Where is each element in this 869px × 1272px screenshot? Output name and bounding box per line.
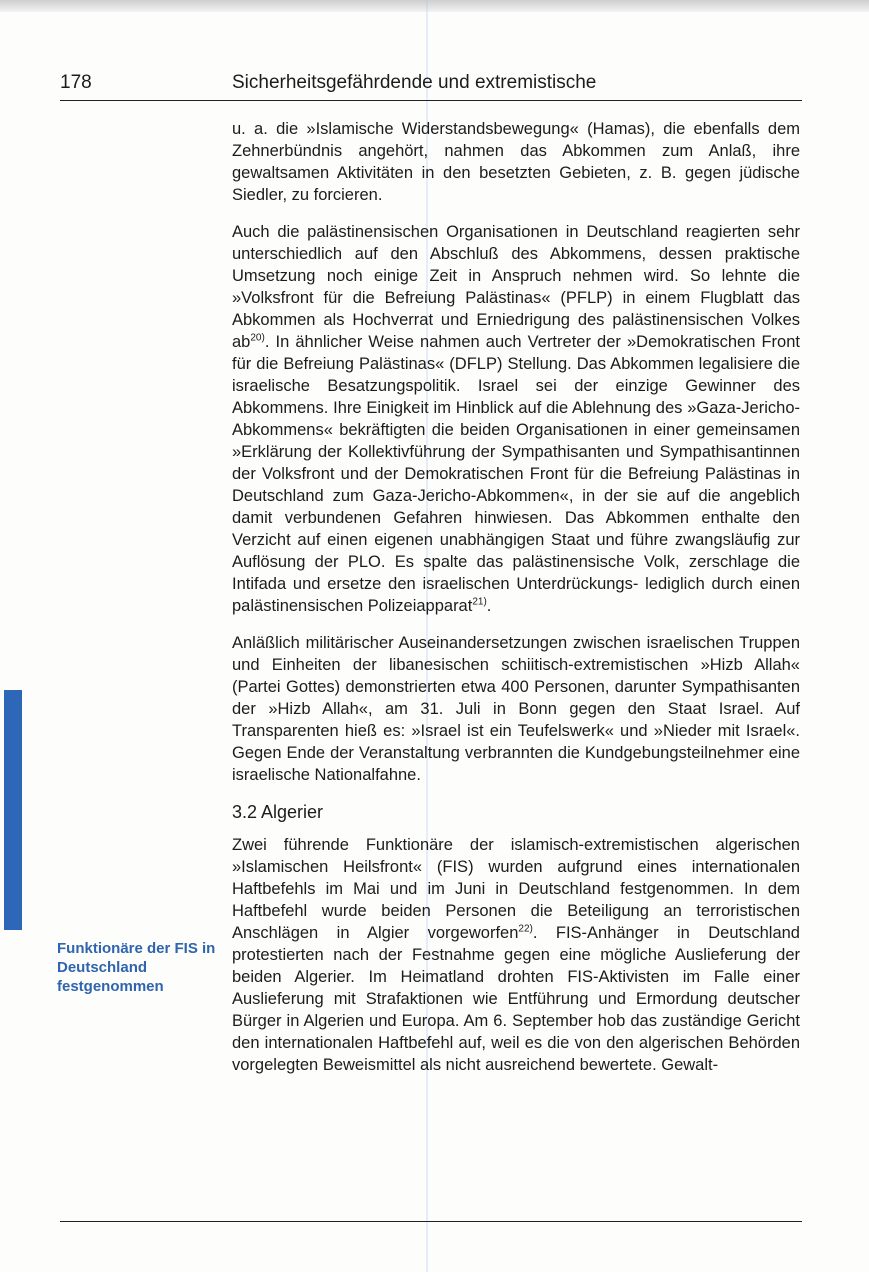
paragraph-4-text: Zwei führende Funktionäre der islamisch-extremistischen algerischen »Islamischen Heilsfront« (FIS) wurden aufgrund eines internationalen Haftbefehls im Mai und im Juni in Deutschland festgenommen. In dem Haftbefehl wurde beiden Personen die Beteiligung an terroristischen Anschlägen in Algier vorgeworfen xyxy=(232,836,800,942)
page-number: 178 xyxy=(60,72,92,93)
footnote-ref-22: 22) xyxy=(518,923,533,935)
paragraph-2-cont: . In ähnlicher Weise nahmen auch Vertreter der »Demokratischen Front für die Befreiung Palästinas« (DFLP) Stellung. Das Abkommen legalisiere die israelische Besatzungspolitik. Israel sei der einzige Gewinner des Abkommens. Ihre Einigkeit im Hinblick auf die Ablehnung des »Gaza-Jericho-Abkommens« bekräftigten die beiden Organisationen in einer gemeinsamen »Erklärung der Kollektivführung der Sympathisanten und Sympathisantinnen der Volksfront und der Demokratischen Front für die Befreiung Palästinas in Deutschland zum Gaza-Jericho-Abkommen«, in der sie auf die angeblich damit verbundenen Gefahren hinwiesen. Das Abkommen enthalte den Verzicht auf einen eigenen unabhängigen Staat und führe zwangsläufig zur Auflösung der PLO. Es spalte das palästinensische Volk, zerschlage die Intifada und ersetze den israelischen Unterdrückungs- lediglich durch einen palästinensischen Polizeiapparat xyxy=(232,333,800,615)
footnote-ref-21: 21) xyxy=(472,596,487,608)
paragraph-2-end: . xyxy=(486,597,492,615)
paragraph-4-cont: . FIS-Anhänger in Deutschland protestierten nach der Festnahme gegen eine mögliche Auslieferung der beiden Algerier. Im Heimatland drohten FIS-Aktivisten im Falle einer Auslieferung mit Strafaktionen wie Entführung und Ermordung deutscher Bürger in Algerien und Europa. Am 6. September hob das zuständige Gericht den internationalen Haftbefehl auf, weil es die von den algerischen Behörden vorgelegten Beweismittel als nicht ausreichend bewertete. Gewalt- xyxy=(232,924,800,1074)
footer-rule xyxy=(60,1221,802,1222)
paragraph-3: Anläßlich militärischer Auseinandersetzungen zwischen israelischen Truppen und Einheiten der libanesischen schiitisch-extremistischen »Hizb Allah« (Partei Gottes) demonstrierten etwa 400 Personen, darunter Sympathisanten der »Hizb Allah«, am 31. Juli in Bonn gegen den Staat Israel. Auf Transparenten hieß es: »Israel ist ein Teufelswerk« und »Nieder mit Israel«. Gegen Ende der Veranstaltung verbrannten die Kundgebungsteilnehmer eine israelische Nationalfahne. xyxy=(232,634,800,784)
paragraph-2 xyxy=(232,221,800,617)
paragraph-4 xyxy=(232,834,800,1076)
section-heading: 3.2 Algerier xyxy=(232,802,324,822)
paragraph-1: u. a. die »Islamische Widerstandsbewegung« (Hamas), die ebenfalls dem Zehnerbündnis angehört, nahmen das Abkommen zum Anlaß, ihre gewaltsamen Aktivitäten in den besetzten Gebieten, z. B. gegen jüdische Siedler, zu forcieren. xyxy=(232,120,800,204)
page-top-edge xyxy=(0,0,869,12)
margin-note: Funktionäre der FIS in Deutschland festgenommen xyxy=(57,940,216,995)
main-text xyxy=(232,118,800,1091)
sidebar-marker-bar xyxy=(4,690,22,930)
footnote-ref-20: 20) xyxy=(250,332,265,344)
paragraph-2-text: Auch die palästinensischen Organisationen in Deutschland reagierten sehr unterschiedlich auf den Abschluß des Abkommens, dessen praktische Umsetzung noch einige Zeit in Anspruch nehmen wird. So lehnte die »Volksfront für die Befreiung Palästinas« (PFLP) in einem Flugblatt das Abkommen als Hochverrat und Erniedrigung des palästinensischen Volkes ab xyxy=(232,223,800,351)
header-rule xyxy=(60,100,802,101)
running-head: Sicherheitsgefährdende und extremistische xyxy=(232,72,597,93)
